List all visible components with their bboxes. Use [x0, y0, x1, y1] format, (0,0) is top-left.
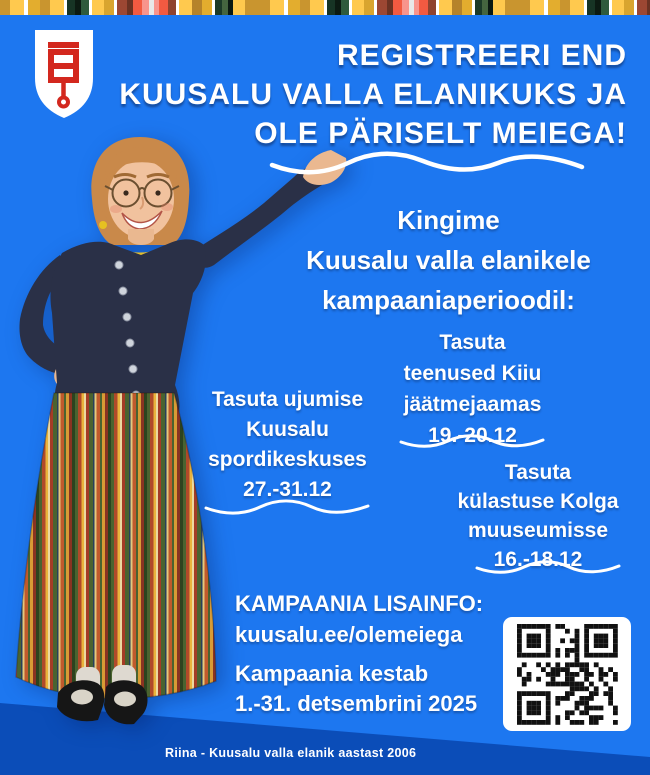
headline-wave-underline [268, 149, 588, 177]
offer-line: külastuse Kolga [457, 490, 619, 513]
earring [99, 221, 107, 229]
blush-right [161, 203, 173, 211]
qr-code [503, 617, 631, 731]
info-label: KAMPAANIA LISAINFO: [235, 591, 484, 616]
offer-line: Kuusalu [246, 418, 329, 441]
headline-line1: REGISTREERI END [336, 39, 627, 72]
intro-line2: Kuusalu valla elanikele [306, 245, 591, 275]
headline-line3: OLE PÄRISELT MEIEGA! [254, 117, 627, 150]
eye-left [123, 190, 128, 195]
info-url: kuusalu.ee/olemeiega [235, 622, 463, 647]
offer-line: teenused Kiiu [403, 362, 542, 385]
blush-left [110, 205, 122, 213]
shoe-left-insert [71, 690, 93, 705]
offer-line: 16.-18.12 [493, 548, 583, 571]
offer-line: Tasuta [504, 461, 572, 484]
offer-line: Tasuta ujumise [211, 388, 364, 411]
offer-line: 19.-20.12 [428, 424, 517, 447]
photo-caption: Riina - Kuusalu valla elanik aastast 2006 [165, 746, 417, 760]
offer-line: spordikeskuses [208, 448, 367, 471]
headline [100, 36, 627, 153]
offer-line: Tasuta [439, 331, 506, 354]
offer-kiiu [385, 327, 560, 451]
intro-text [255, 200, 642, 320]
offer-kolga [448, 458, 628, 574]
neck [128, 229, 154, 245]
campaign-duration [235, 659, 477, 719]
shoe-right-insert [114, 692, 136, 707]
kuusalu-coat-of-arms-icon [33, 28, 95, 120]
qr-pattern [517, 624, 618, 725]
offer-spordikeskus [190, 385, 385, 505]
folk-stripe-border [0, 0, 650, 15]
eye-right [155, 190, 160, 195]
headline-line2: KUUSALU VALLA ELANIKUKS JA [119, 78, 627, 111]
intro-line3: kampaaniaperioodil: [322, 285, 575, 315]
offer-spordikeskus-wave [203, 499, 371, 515]
offer-kiiu-wave [398, 434, 546, 448]
offer-line: 27.-31.12 [243, 478, 332, 501]
duration-line2: 1.-31. detsembrini 2025 [235, 691, 478, 716]
offer-line: muuseumisse [467, 519, 609, 542]
duration-line1: Kampaania kestab [235, 661, 429, 686]
offer-line: jäätmejaamas [403, 393, 542, 416]
offer-kolga-wave [474, 560, 622, 574]
campaign-info [235, 588, 483, 650]
intro-line1: Kingime [397, 205, 500, 235]
